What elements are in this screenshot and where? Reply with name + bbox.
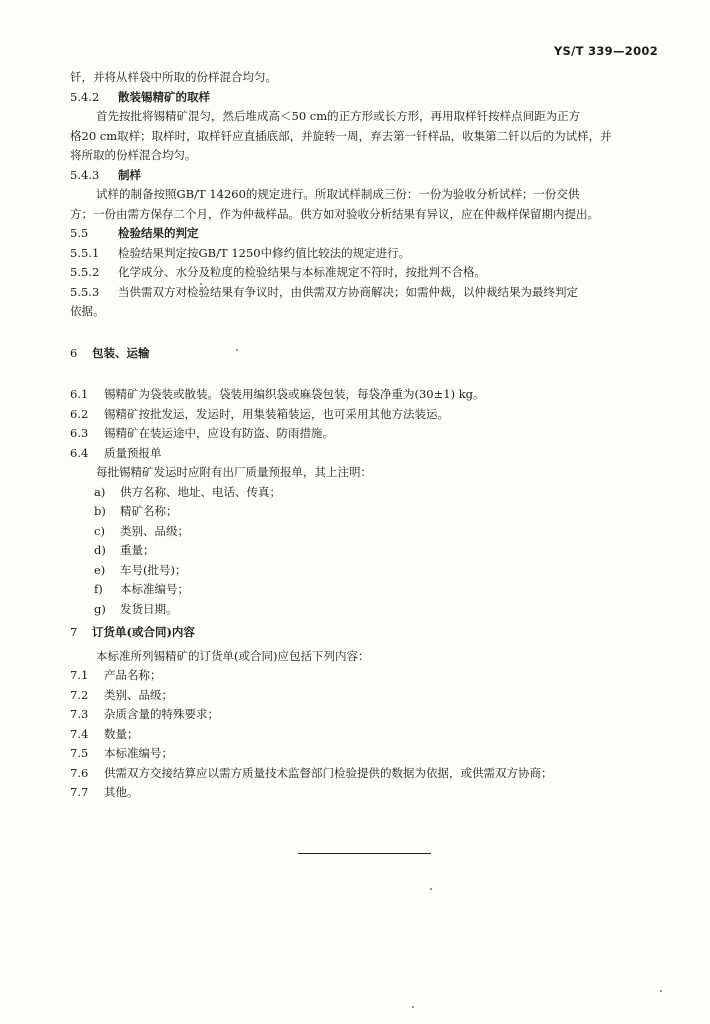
clause-text: 锡精矿为袋装或散装。袋装用编织袋或麻袋包装，每袋净重为(30±1) kg。 <box>104 387 485 401</box>
prereport-items <box>70 483 666 620</box>
paragraph-line: 依据。 <box>70 304 105 318</box>
section-title: 检验结果的判定 <box>118 226 199 240</box>
section-6-1 <box>70 385 666 405</box>
section-number: 5.5.2 <box>70 265 100 279</box>
section-number: 7.3 <box>70 707 89 721</box>
section-number: 6.3 <box>70 426 89 440</box>
item-label: a) <box>94 484 106 499</box>
item-text: 数量； <box>104 726 139 741</box>
standard-number: YS/T 339—2002 <box>553 44 658 58</box>
section-number: 6.4 <box>70 445 89 460</box>
section-number: 5.5 <box>70 226 89 240</box>
item-text: 产品名称； <box>104 668 162 682</box>
paragraph-line: 试样的制备按照GB/T 14260的规定进行。所取试样制成三份：一份为验收分析试样；一份交供 <box>96 187 580 201</box>
item-label: g) <box>94 601 106 616</box>
section-5-4-3-heading <box>70 166 666 186</box>
item-text: 发货日期。 <box>120 601 178 616</box>
list-item <box>70 783 666 803</box>
section-6-heading <box>70 344 666 364</box>
section-number: 7.4 <box>70 726 89 741</box>
clause-text: 检验结果判定按GB/T 1250中修约值比较法的规定进行。 <box>118 245 411 260</box>
section-number: 7 <box>70 625 78 639</box>
section-number: 5.5.3 <box>70 284 100 299</box>
item-label: d) <box>94 543 106 557</box>
section-5-5-heading <box>70 224 666 244</box>
scan-speck <box>200 283 202 285</box>
item-text: 本标准编号； <box>120 582 189 596</box>
section-number: 5.4.3 <box>70 167 100 182</box>
item-text: 重量； <box>120 543 155 557</box>
item-text: 车号(批号)； <box>120 562 187 577</box>
section-title: 包装、运输 <box>92 345 150 360</box>
section-number: 7.2 <box>70 687 89 702</box>
section-number: 7.1 <box>70 668 89 682</box>
list-item <box>70 686 666 706</box>
list-item <box>70 580 666 600</box>
scan-speck <box>430 888 432 890</box>
list-item <box>70 502 666 522</box>
clause-text: 锡精矿在装运途中，应设有防盗、防雨措施。 <box>104 426 334 440</box>
list-item <box>70 522 666 542</box>
paragraph-line: 将所取的份样混合均匀。 <box>70 148 197 162</box>
paragraph-line: 格20 cm取样；取样时，取样钎应直插底部，并旋转一周，弃去第一钎样品，收集第二钎以后的为试样，并 <box>70 128 612 143</box>
list-item <box>70 561 666 581</box>
section-number: 7.6 <box>70 765 89 780</box>
section-title: 制样 <box>118 167 141 182</box>
continued-text: 钎，并将从样袋中所取的份样混合均匀。 <box>70 70 277 84</box>
item-text: 其他。 <box>104 785 139 799</box>
item-label: e) <box>94 562 106 577</box>
list-item <box>70 483 666 503</box>
clause-text: 化学成分、水分及粒度的检验结果与本标准规定不符时，按批判不合格。 <box>118 265 486 279</box>
section-number: 7.7 <box>70 785 89 799</box>
clause-text: 当供需双方对检验结果有争议时，由供需双方协商解决；如需仲裁，以仲裁结果为最终判定 <box>118 284 578 299</box>
section-title: 散装锡精矿的取样 <box>118 89 210 104</box>
item-label: b) <box>94 504 106 518</box>
list-item <box>70 744 666 764</box>
list-item <box>70 705 666 725</box>
section-6-3 <box>70 424 666 444</box>
list-item <box>70 725 666 745</box>
section-number: 6.2 <box>70 406 89 421</box>
section-number: 5.5.1 <box>70 245 100 260</box>
section-title: 订货单(或合同)内容 <box>92 625 195 639</box>
paragraph-line: 本标准所列锡精矿的订货单(或合同)应包括下列内容： <box>96 648 370 663</box>
section-5-4-2-heading <box>70 88 666 108</box>
section-title: 质量预报单 <box>104 445 162 460</box>
section-7-heading <box>70 623 666 643</box>
item-text: 类别、品级； <box>120 523 189 538</box>
section-number: 6 <box>70 345 78 360</box>
section-6-2 <box>70 405 666 425</box>
list-item <box>70 764 666 784</box>
scan-speck <box>660 990 662 992</box>
scan-speck <box>412 1006 414 1008</box>
scan-speck <box>236 349 238 351</box>
item-text: 精矿名称； <box>120 504 178 518</box>
item-label: f) <box>94 582 103 596</box>
item-text: 供方名称、地址、电话、传真； <box>120 484 281 499</box>
section-5-5-3 <box>70 283 666 303</box>
clause-text: 锡精矿按批发运，发运时，用集装箱装运，也可采用其他方法装运。 <box>104 406 449 421</box>
section-number: 5.4.2 <box>70 89 100 104</box>
section-number: 6.1 <box>70 387 89 401</box>
end-of-document-rule <box>298 853 431 854</box>
list-item <box>70 541 666 561</box>
item-text: 本标准编号； <box>104 746 173 760</box>
section-number: 7.5 <box>70 746 89 760</box>
paragraph-line: 方；一份由需方保存二个月，作为仲裁样品。供方如对验收分析结果有异议，应在仲裁样保留期内提出。 <box>70 206 599 221</box>
paragraph-line: 每批锡精矿发运时应附有出厂质量预报单，其上注明： <box>96 465 372 479</box>
section-6-4-heading <box>70 444 666 464</box>
page-body <box>70 68 666 803</box>
list-item <box>70 666 666 686</box>
paragraph-line: 首先按批将锡精矿混匀，然后堆成高＜50 cm的正方形或长方形，再用取样钎按样点间距为正方 <box>96 109 581 123</box>
section-5-5-2 <box>70 263 666 283</box>
order-contents-list <box>70 666 666 803</box>
list-item <box>70 600 666 620</box>
section-5-5-1 <box>70 244 666 264</box>
item-text: 杂质含量的特殊要求； <box>104 707 219 721</box>
item-text: 类别、品级； <box>104 687 173 702</box>
item-text: 供需双方交接结算应以需方质量技术监督部门检验提供的数据为依据，或供需双方协商； <box>104 765 553 780</box>
item-label: c) <box>94 523 105 538</box>
